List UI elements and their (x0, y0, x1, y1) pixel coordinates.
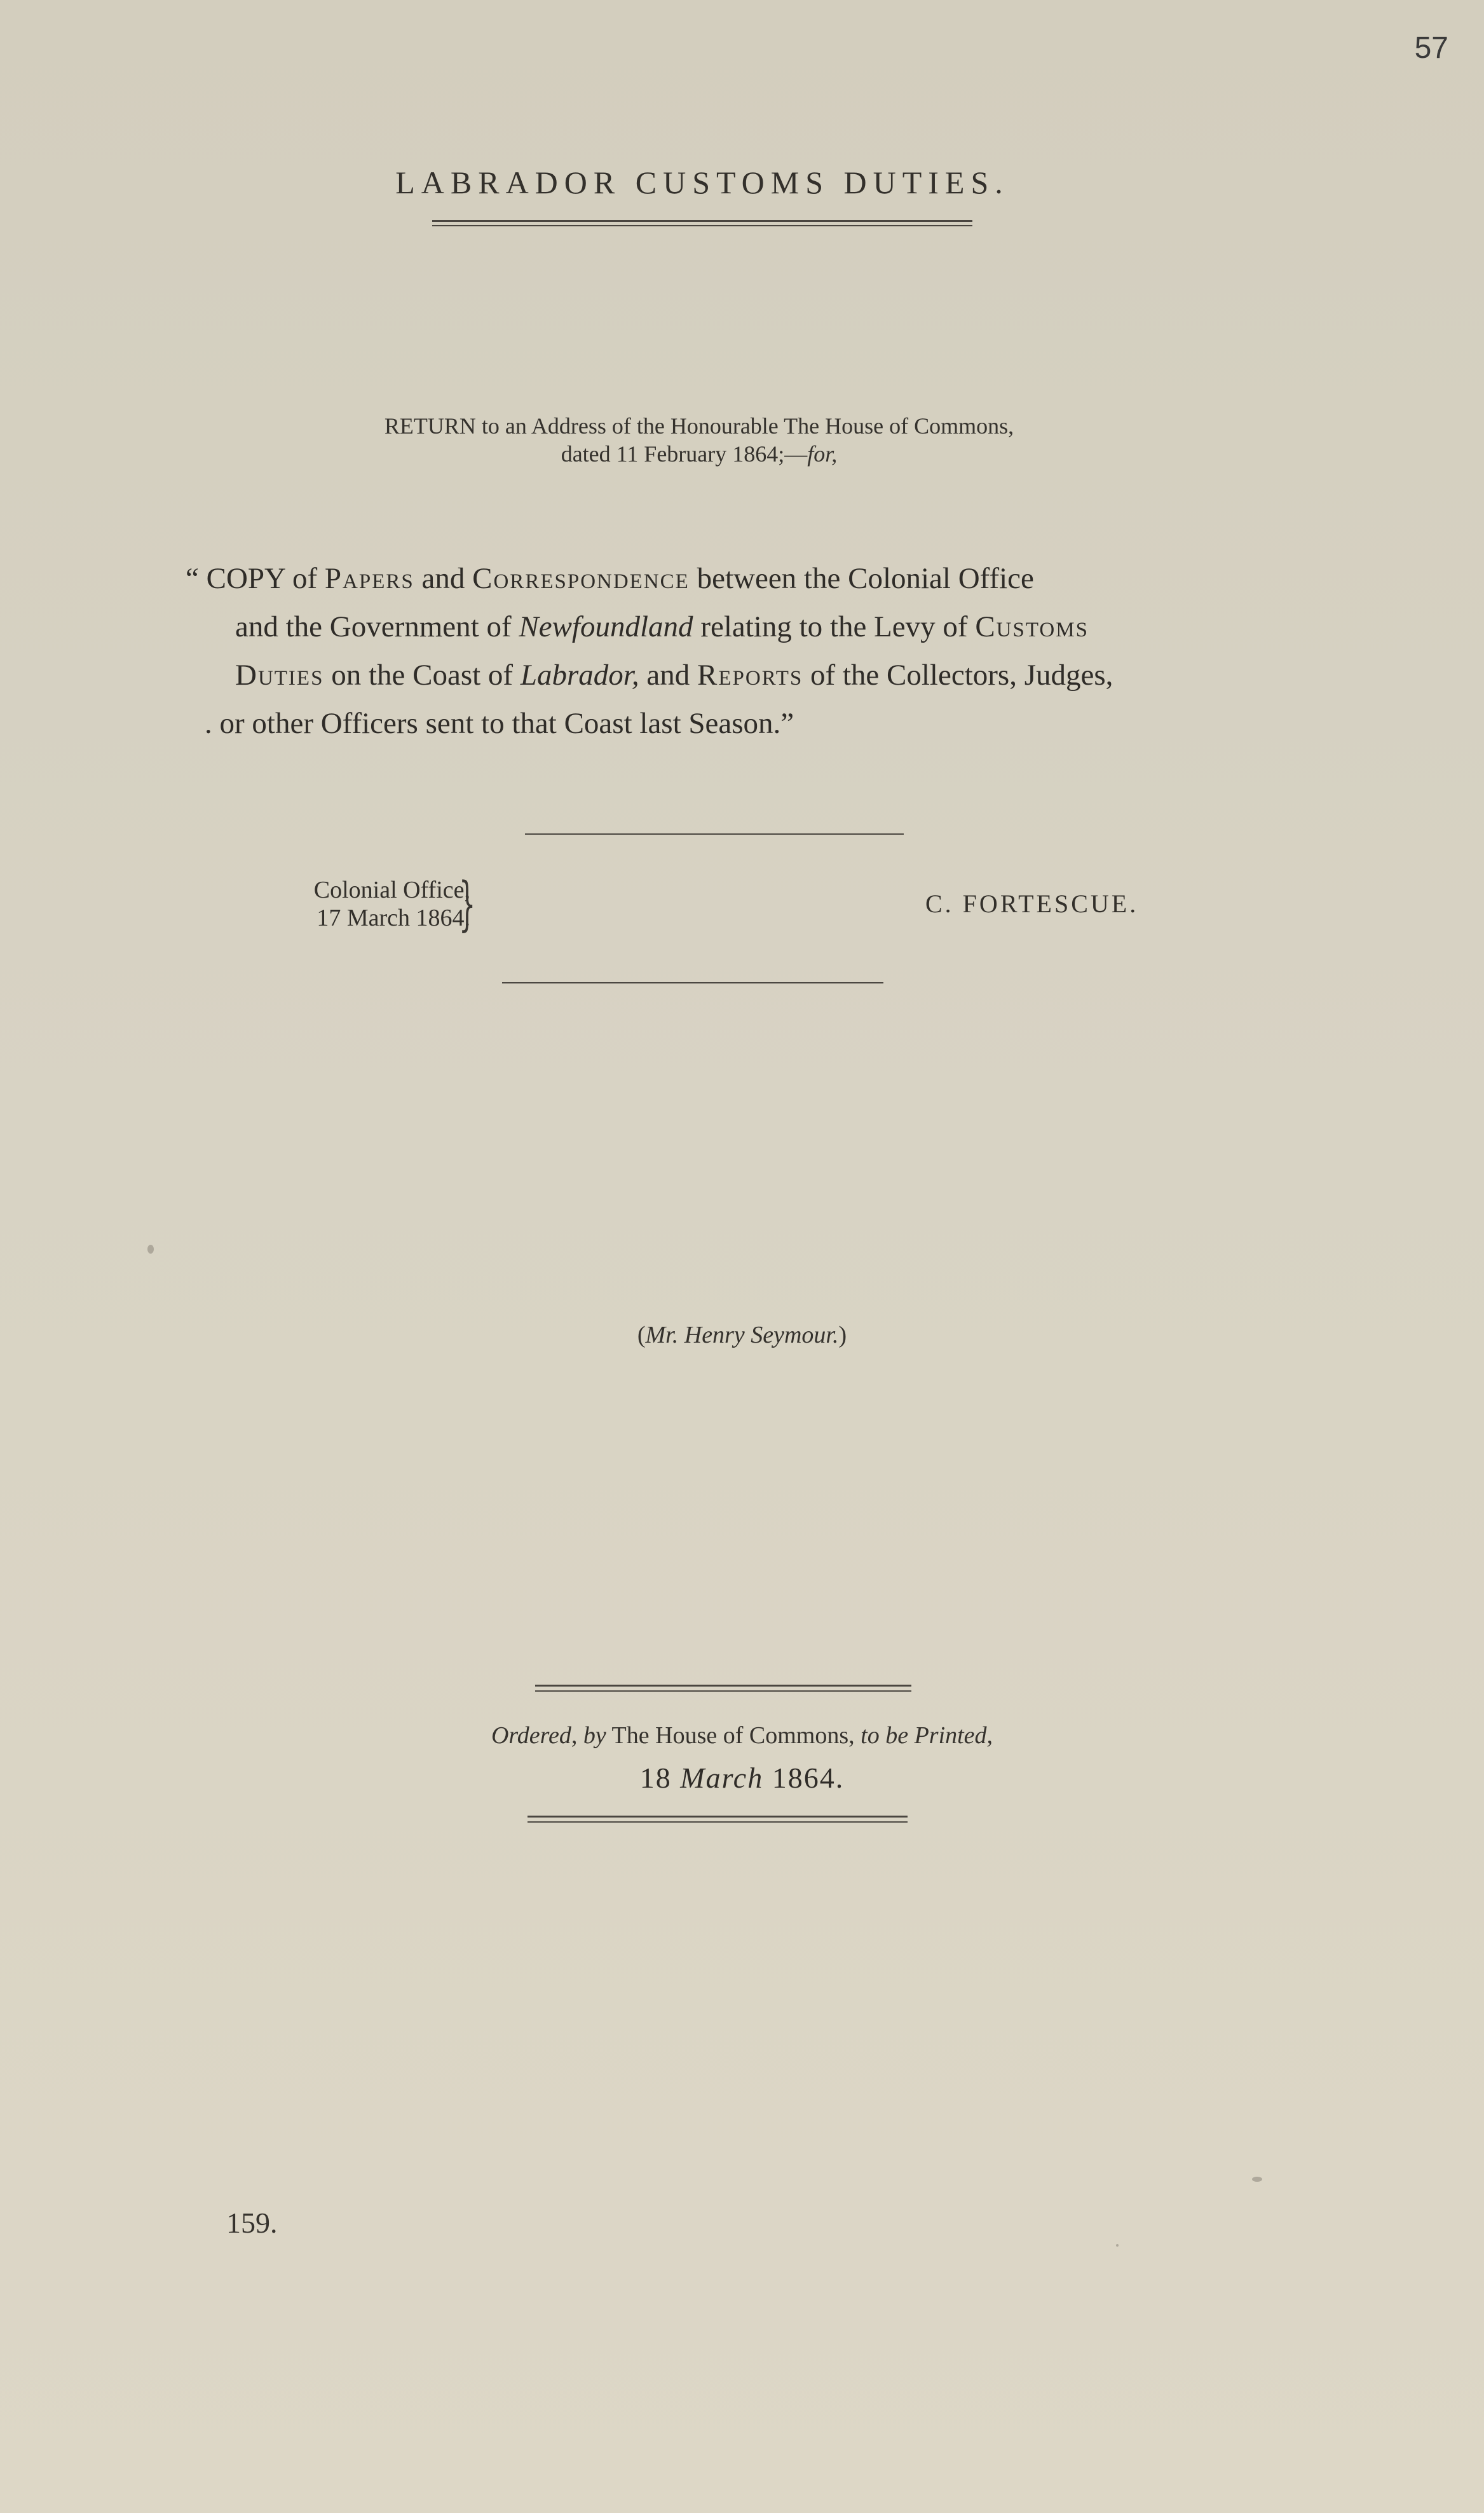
paper-number: 159. (226, 2207, 278, 2239)
paper-speck (1252, 2177, 1262, 2182)
quote-line-2: and the Government of Newfoundland relating to the Levy of Customs (235, 610, 1089, 643)
ordered-rule-bottom-2 (528, 1821, 908, 1823)
paper-speck (1116, 2244, 1119, 2247)
title-rule-bottom (432, 225, 972, 226)
date-line: 17 March 1864. (317, 905, 470, 931)
mover-name: (Mr. Henry Seymour.) (637, 1322, 847, 1348)
return-heading-line1: RETURN to an Address of the Honourable The House of Commons, (384, 413, 1014, 439)
print-order: Ordered, by The House of Commons, to be Printed, (491, 1722, 993, 1749)
ordered-rule-top-2 (535, 1690, 911, 1692)
paper-speck (147, 1245, 154, 1254)
quote-line-3: Duties on the Coast of Labrador, and Reports of the Collectors, Judges, (235, 659, 1113, 692)
place-line: Colonial Office, (313, 877, 470, 903)
return-heading-line2: dated 11 February 1864;—for, (561, 441, 838, 467)
page-number: 57 (1414, 31, 1448, 65)
signature: C. FORTESCUE. (925, 889, 1139, 918)
section-rule-lower (502, 982, 883, 983)
print-order-date: 18 March 1864. (639, 1762, 845, 1794)
right-brace: } (459, 870, 476, 938)
place-and-date (267, 876, 470, 932)
address-quote (186, 554, 1228, 748)
quote-line-1: “ COPY of Papers and Correspondence between the Colonial Office (186, 562, 1034, 595)
quote-line-4: . or other Officers sent to that Coast last Season.” (205, 707, 794, 740)
return-heading (280, 412, 1119, 468)
section-rule-upper (525, 833, 904, 835)
ordered-rule-top-1 (535, 1685, 911, 1687)
document-title: LABRADOR CUSTOMS DUTIES. (395, 165, 1009, 200)
ordered-rule-bottom-1 (528, 1816, 908, 1818)
title-rule-top (432, 220, 972, 222)
